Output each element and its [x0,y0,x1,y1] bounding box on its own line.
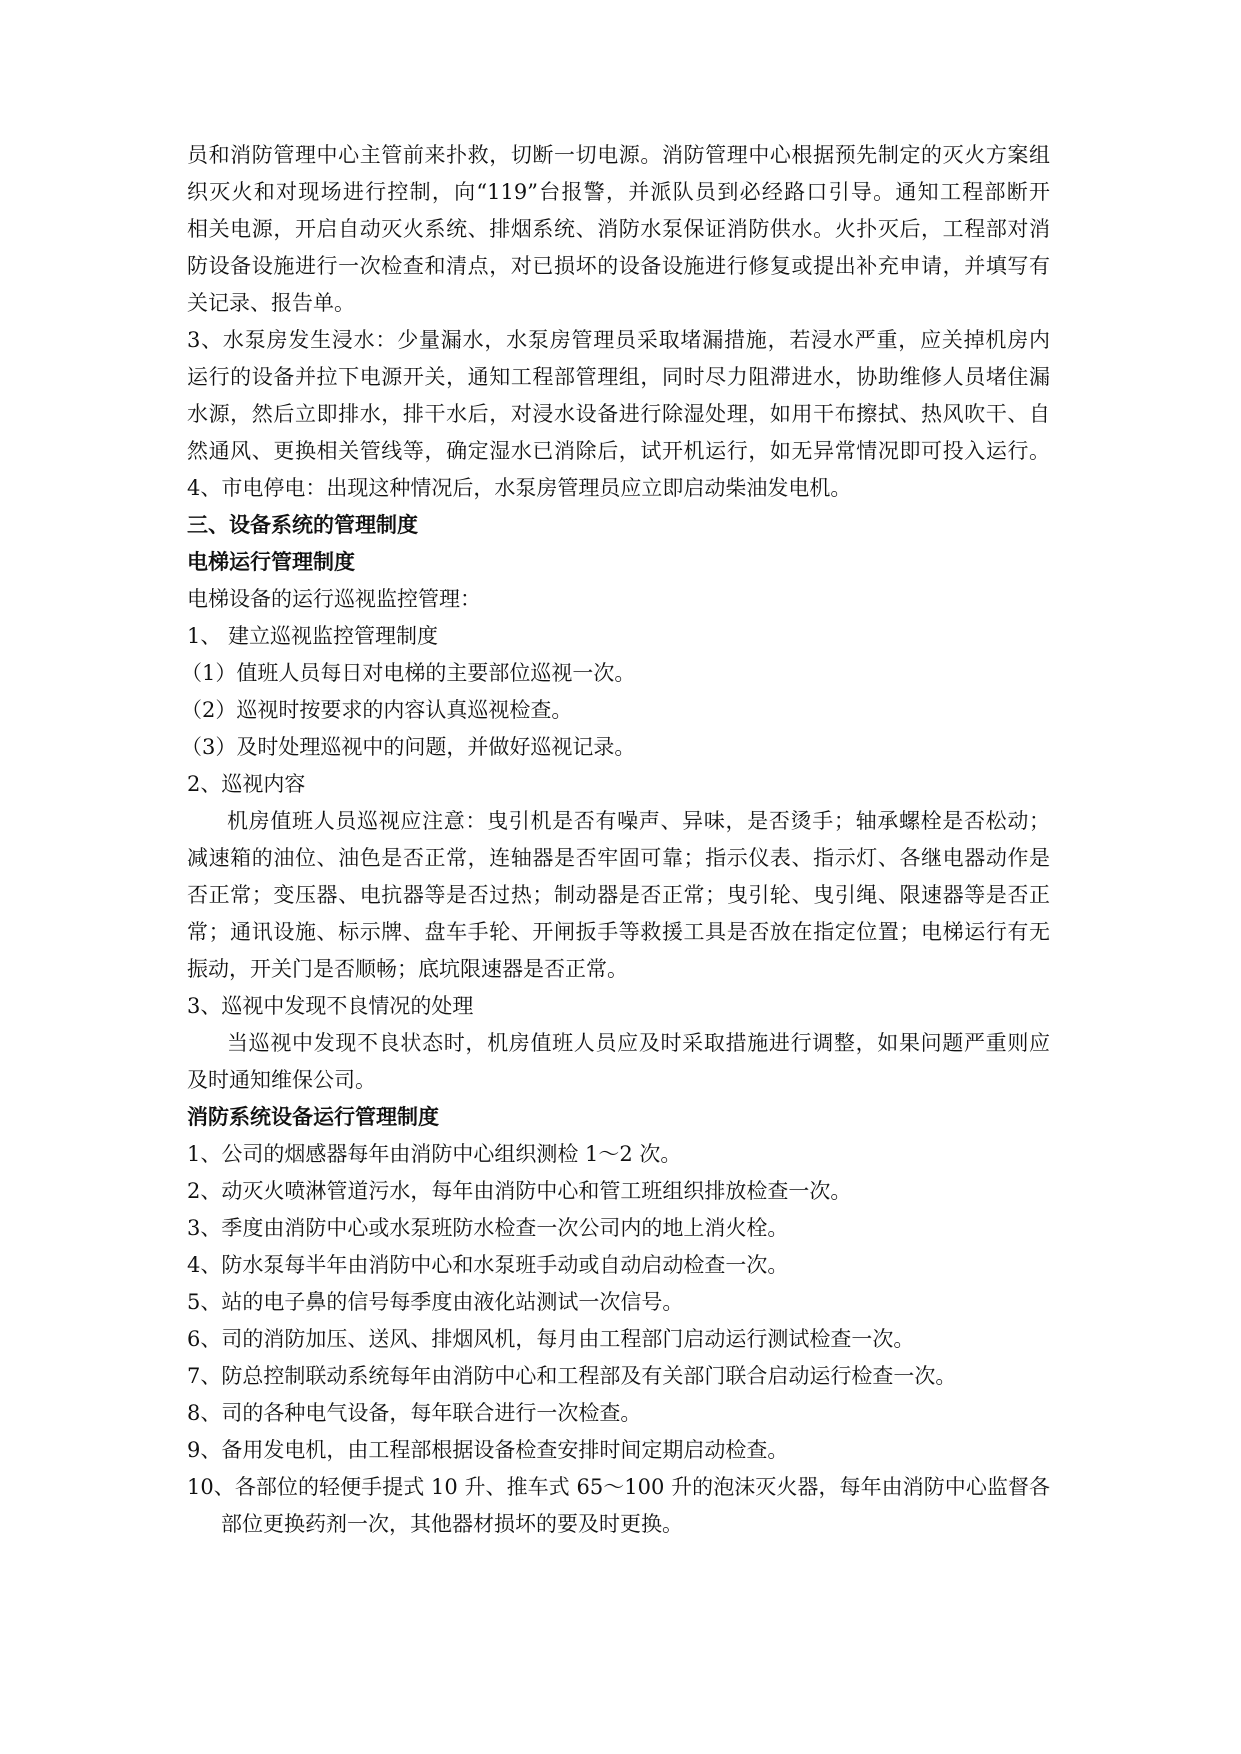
list-item: 5、站的电子鼻的信号每季度由液化站测试一次信号。 [187,1290,684,1314]
point-heading: 3、巡视中发现不良情况的处理 [187,994,474,1018]
list-item: 7、防总控制联动系统每年由消防中心和工程部及有关部门联合启动运行检查一次。 [187,1364,957,1388]
paragraph-line: 相关电源，开启自动灭火系统、排烟系统、消防水泵保证消防供水。火扑灭后，工程部对消 [187,217,1050,241]
paragraph-line: 及时通知维保公司。 [187,1068,376,1092]
paragraph-line: 织灭火和对现场进行控制，向“119”台报警，并派队员到必经路口引导。通知工程部断开 [187,180,1050,204]
paragraph-line: 机房值班人员巡视应注意：曳引机是否有噪声、异味，是否烫手；轴承螺栓是否松动； [227,809,1050,833]
item-line: 4、市电停电：出现这种情况后，水泵房管理员应立即启动柴油发电机。 [187,476,852,500]
list-item: 4、防水泵每半年由消防中心和水泵班手动或自动启动检查一次。 [187,1253,789,1277]
list-item: 9、备用发电机，由工程部根据设备检查安排时间定期启动检查。 [187,1438,789,1462]
paragraph-line: 当巡视中发现不良状态时，机房值班人员应及时采取措施进行调整，如果问题严重则应 [227,1031,1050,1055]
section-heading: 三、设备系统的管理制度 [187,512,418,537]
sub-item: （1）值班人员每日对电梯的主要部位巡视一次。 [181,661,636,685]
sub-item: （2）巡视时按要求的内容认真巡视检查。 [181,698,573,722]
item-line: 然通风、更换相关管线等，确定湿水已消除后，试开机运行，如无异常情况即可投入运行。 [187,439,1050,463]
list-item: 8、司的各种电气设备，每年联合进行一次检查。 [187,1401,642,1425]
list-item: 2、动灭火喷淋管道污水，每年由消防中心和管工班组织排放检查一次。 [187,1179,852,1203]
list-item: 3、季度由消防中心或水泵班防水检查一次公司内的地上消火栓。 [187,1216,789,1240]
subsection-heading: 消防系统设备运行管理制度 [187,1104,439,1129]
list-item: 10、各部位的轻便手提式 10 升、推车式 65～100 升的泡沫灭火器，每年由消防中心监督各 [187,1475,1050,1499]
paragraph-line: 否正常；变压器、电抗器等是否过热；制动器是否正常；曳引轮、曳引绳、限速器等是否正 [187,883,1050,907]
item-line: 水源，然后立即排水，排干水后，对浸水设备进行除湿处理，如用干布擦拭、热风吹干、自 [187,402,1050,426]
paragraph-line: 减速箱的油位、油色是否正常，连轴器是否牢固可靠；指示仪表、指示灯、各继电器动作是 [187,846,1050,870]
list-item-continuation: 部位更换药剂一次，其他器材损坏的要及时更换。 [221,1512,683,1536]
point-heading: 1、 建立巡视监控管理制度 [187,624,439,648]
subsection-heading: 电梯运行管理制度 [187,549,355,574]
paragraph-line: 常；通讯设施、标示牌、盘车手轮、开闸扳手等救援工具是否放在指定位置；电梯运行有无 [187,920,1050,944]
paragraph-line: 防设备设施进行一次检查和清点，对已损坏的设备设施进行修复或提出补充申请，并填写有 [187,254,1050,278]
paragraph-line: 振动，开关门是否顺畅；底坑限速器是否正常。 [187,957,628,981]
paragraph-line: 关记录、报告单。 [187,291,355,315]
list-item: 1、公司的烟感器每年由消防中心组织测检 1～2 次。 [187,1142,682,1166]
item-line: 3、水泵房发生浸水：少量漏水，水泵房管理员采取堵漏措施，若浸水严重，应关掉机房内 [187,328,1050,352]
list-item: 6、司的消防加压、送风、排烟风机，每月由工程部门启动运行测试检查一次。 [187,1327,915,1351]
point-heading: 2、巡视内容 [187,772,306,796]
intro-text: 电梯设备的运行巡视监控管理： [187,587,481,611]
item-line: 运行的设备并拉下电源开关，通知工程部管理组，同时尽力阻滞进水，协助维修人员堵住漏 [187,365,1050,389]
paragraph-line: 员和消防管理中心主管前来扑救，切断一切电源。消防管理中心根据预先制定的灭火方案组 [187,143,1050,167]
sub-item: （3）及时处理巡视中的问题，并做好巡视记录。 [181,735,636,759]
